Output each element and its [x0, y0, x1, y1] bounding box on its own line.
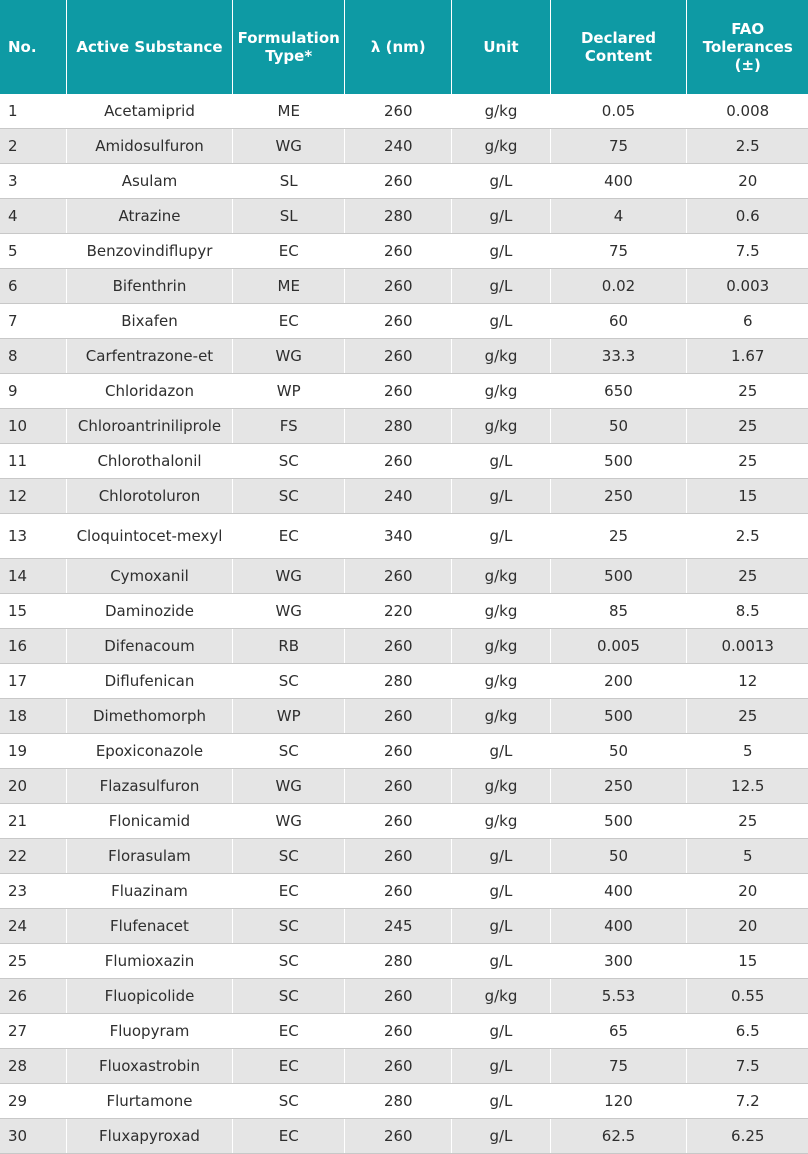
cell-fao-tolerance: 20: [687, 874, 808, 909]
cell-formulation-type: WG: [233, 804, 345, 839]
cell-wavelength: 260: [345, 304, 452, 339]
table-row: [0, 164, 808, 199]
table-row: [0, 664, 808, 699]
cell-wavelength: 280: [345, 944, 452, 979]
cell-formulation-type: SC: [233, 479, 345, 514]
cell-formulation-type: WP: [233, 374, 345, 409]
cell-no: 13: [0, 514, 66, 559]
table-row: [0, 1084, 808, 1119]
cell-fao-tolerance: 6: [687, 304, 808, 339]
table-row: [0, 269, 808, 304]
table-row: [0, 304, 808, 339]
cell-fao-tolerance: 20: [687, 909, 808, 944]
cell-no: 7: [0, 304, 66, 339]
cell-wavelength: 260: [345, 629, 452, 664]
cell-wavelength: 260: [345, 699, 452, 734]
table-row: [0, 559, 808, 594]
cell-active-substance: Amidosulfuron: [66, 129, 233, 164]
cell-unit: g/kg: [452, 629, 550, 664]
cell-unit: g/L: [452, 944, 550, 979]
cell-no: 28: [0, 1049, 66, 1084]
cell-no: 30: [0, 1119, 66, 1154]
cell-declared-content: 62.5: [550, 1119, 687, 1154]
cell-formulation-type: EC: [233, 234, 345, 269]
table-row: [0, 409, 808, 444]
cell-fao-tolerance: 12.5: [687, 769, 808, 804]
cell-unit: g/kg: [452, 339, 550, 374]
cell-formulation-type: WG: [233, 129, 345, 164]
cell-no: 16: [0, 629, 66, 664]
table-row: [0, 374, 808, 409]
cell-declared-content: 400: [550, 164, 687, 199]
header-row: [0, 0, 808, 94]
cell-wavelength: 260: [345, 444, 452, 479]
table-row: [0, 944, 808, 979]
cell-no: 21: [0, 804, 66, 839]
table-row: [0, 594, 808, 629]
cell-active-substance: Carfentrazone-et: [66, 339, 233, 374]
cell-declared-content: 400: [550, 909, 687, 944]
cell-no: 3: [0, 164, 66, 199]
cell-wavelength: 260: [345, 804, 452, 839]
cell-unit: g/L: [452, 199, 550, 234]
cell-active-substance: Difenacoum: [66, 629, 233, 664]
cell-formulation-type: SC: [233, 944, 345, 979]
cell-wavelength: 260: [345, 234, 452, 269]
cell-no: 25: [0, 944, 66, 979]
cell-unit: g/L: [452, 874, 550, 909]
cell-declared-content: 300: [550, 944, 687, 979]
cell-formulation-type: SC: [233, 909, 345, 944]
cell-active-substance: Chlorotoluron: [66, 479, 233, 514]
table-row: [0, 479, 808, 514]
cell-wavelength: 260: [345, 1014, 452, 1049]
cell-fao-tolerance: 25: [687, 444, 808, 479]
cell-declared-content: 0.005: [550, 629, 687, 664]
cell-formulation-type: RB: [233, 629, 345, 664]
cell-no: 9: [0, 374, 66, 409]
cell-no: 6: [0, 269, 66, 304]
cell-declared-content: 0.05: [550, 94, 687, 129]
header-declared-content: Declared Content: [550, 0, 687, 94]
table-row: [0, 234, 808, 269]
cell-active-substance: Flurtamone: [66, 1084, 233, 1119]
table-row: [0, 734, 808, 769]
cell-formulation-type: EC: [233, 1049, 345, 1084]
cell-unit: g/kg: [452, 409, 550, 444]
cell-fao-tolerance: 0.003: [687, 269, 808, 304]
cell-fao-tolerance: 7.2: [687, 1084, 808, 1119]
cell-fao-tolerance: 1.67: [687, 339, 808, 374]
cell-unit: g/kg: [452, 769, 550, 804]
cell-unit: g/L: [452, 1084, 550, 1119]
cell-active-substance: Fluopyram: [66, 1014, 233, 1049]
table-row: [0, 874, 808, 909]
cell-no: 20: [0, 769, 66, 804]
cell-active-substance: Fluazinam: [66, 874, 233, 909]
cell-formulation-type: EC: [233, 304, 345, 339]
header-unit: Unit: [452, 0, 550, 94]
table-row: [0, 804, 808, 839]
table-row: [0, 699, 808, 734]
cell-active-substance: Flazasulfuron: [66, 769, 233, 804]
cell-declared-content: 25: [550, 514, 687, 559]
cell-wavelength: 280: [345, 664, 452, 699]
cell-no: 11: [0, 444, 66, 479]
table-row: [0, 629, 808, 664]
cell-declared-content: 0.02: [550, 269, 687, 304]
cell-formulation-type: SC: [233, 444, 345, 479]
cell-unit: g/kg: [452, 664, 550, 699]
cell-wavelength: 280: [345, 199, 452, 234]
cell-active-substance: Epoxiconazole: [66, 734, 233, 769]
table-row: [0, 339, 808, 374]
cell-unit: g/kg: [452, 129, 550, 164]
cell-no: 14: [0, 559, 66, 594]
cell-declared-content: 500: [550, 804, 687, 839]
cell-active-substance: Flufenacet: [66, 909, 233, 944]
cell-fao-tolerance: 0.6: [687, 199, 808, 234]
cell-declared-content: 200: [550, 664, 687, 699]
cell-formulation-type: SL: [233, 199, 345, 234]
cell-fao-tolerance: 0.008: [687, 94, 808, 129]
cell-active-substance: Chloroantriniliprole: [66, 409, 233, 444]
cell-declared-content: 400: [550, 874, 687, 909]
table-row: [0, 1049, 808, 1084]
cell-wavelength: 260: [345, 1049, 452, 1084]
cell-formulation-type: WG: [233, 594, 345, 629]
header-fao-tolerances: FAO Tolerances (±): [687, 0, 808, 94]
cell-fao-tolerance: 25: [687, 374, 808, 409]
cell-unit: g/L: [452, 269, 550, 304]
cell-active-substance: Chloridazon: [66, 374, 233, 409]
cell-formulation-type: WP: [233, 699, 345, 734]
cell-unit: g/kg: [452, 804, 550, 839]
cell-unit: g/L: [452, 234, 550, 269]
cell-no: 8: [0, 339, 66, 374]
cell-declared-content: 33.3: [550, 339, 687, 374]
cell-fao-tolerance: 8.5: [687, 594, 808, 629]
cell-wavelength: 260: [345, 94, 452, 129]
cell-fao-tolerance: 7.5: [687, 1049, 808, 1084]
cell-no: 27: [0, 1014, 66, 1049]
cell-active-substance: Flonicamid: [66, 804, 233, 839]
table-header: [0, 0, 808, 94]
cell-declared-content: 4: [550, 199, 687, 234]
cell-wavelength: 260: [345, 769, 452, 804]
cell-formulation-type: EC: [233, 514, 345, 559]
cell-no: 12: [0, 479, 66, 514]
cell-no: 4: [0, 199, 66, 234]
cell-wavelength: 240: [345, 479, 452, 514]
cell-fao-tolerance: 15: [687, 479, 808, 514]
cell-fao-tolerance: 25: [687, 409, 808, 444]
cell-wavelength: 280: [345, 1084, 452, 1119]
cell-formulation-type: SC: [233, 664, 345, 699]
cell-fao-tolerance: 2.5: [687, 514, 808, 559]
cell-wavelength: 260: [345, 1119, 452, 1154]
cell-fao-tolerance: 7.5: [687, 234, 808, 269]
cell-unit: g/kg: [452, 979, 550, 1014]
cell-active-substance: Cloquintocet-mexyl: [66, 514, 233, 559]
cell-formulation-type: SC: [233, 1084, 345, 1119]
cell-active-substance: Atrazine: [66, 199, 233, 234]
cell-formulation-type: EC: [233, 1119, 345, 1154]
cell-fao-tolerance: 25: [687, 804, 808, 839]
cell-unit: g/L: [452, 1014, 550, 1049]
cell-wavelength: 260: [345, 559, 452, 594]
table-row: [0, 1119, 808, 1154]
cell-wavelength: 260: [345, 269, 452, 304]
cell-fao-tolerance: 0.55: [687, 979, 808, 1014]
cell-fao-tolerance: 5: [687, 734, 808, 769]
cell-active-substance: Fluoxastrobin: [66, 1049, 233, 1084]
table-row: [0, 839, 808, 874]
cell-unit: g/L: [452, 479, 550, 514]
cell-declared-content: 650: [550, 374, 687, 409]
cell-declared-content: 250: [550, 769, 687, 804]
cell-no: 18: [0, 699, 66, 734]
cell-wavelength: 260: [345, 874, 452, 909]
cell-declared-content: 50: [550, 409, 687, 444]
cell-wavelength: 260: [345, 374, 452, 409]
cell-no: 19: [0, 734, 66, 769]
table-body: [0, 94, 808, 1154]
cell-unit: g/kg: [452, 94, 550, 129]
header-no: No.: [0, 0, 66, 94]
cell-formulation-type: ME: [233, 269, 345, 304]
header-formulation-type: Formulation Type*: [233, 0, 345, 94]
cell-active-substance: Fluopicolide: [66, 979, 233, 1014]
cell-wavelength: 260: [345, 839, 452, 874]
cell-declared-content: 85: [550, 594, 687, 629]
cell-declared-content: 75: [550, 129, 687, 164]
cell-no: 5: [0, 234, 66, 269]
cell-declared-content: 50: [550, 734, 687, 769]
cell-unit: g/L: [452, 734, 550, 769]
cell-active-substance: Cymoxanil: [66, 559, 233, 594]
cell-fao-tolerance: 6.25: [687, 1119, 808, 1154]
cell-active-substance: Flumioxazin: [66, 944, 233, 979]
cell-formulation-type: SL: [233, 164, 345, 199]
cell-unit: g/L: [452, 909, 550, 944]
cell-declared-content: 60: [550, 304, 687, 339]
cell-wavelength: 280: [345, 409, 452, 444]
table-row: [0, 769, 808, 804]
cell-no: 1: [0, 94, 66, 129]
table-row: [0, 514, 808, 559]
cell-wavelength: 240: [345, 129, 452, 164]
cell-formulation-type: SC: [233, 839, 345, 874]
table-row: [0, 909, 808, 944]
cell-active-substance: Benzovindiflupyr: [66, 234, 233, 269]
cell-active-substance: Dimethomorph: [66, 699, 233, 734]
cell-fao-tolerance: 0.0013: [687, 629, 808, 664]
cell-fao-tolerance: 20: [687, 164, 808, 199]
cell-active-substance: Diflufenican: [66, 664, 233, 699]
cell-declared-content: 5.53: [550, 979, 687, 1014]
cell-formulation-type: SC: [233, 979, 345, 1014]
cell-declared-content: 500: [550, 559, 687, 594]
cell-declared-content: 500: [550, 699, 687, 734]
table-row: [0, 129, 808, 164]
cell-active-substance: Daminozide: [66, 594, 233, 629]
table-row: [0, 979, 808, 1014]
cell-active-substance: Bifenthrin: [66, 269, 233, 304]
table-row: [0, 444, 808, 479]
cell-formulation-type: FS: [233, 409, 345, 444]
cell-no: 29: [0, 1084, 66, 1119]
cell-unit: g/kg: [452, 699, 550, 734]
cell-no: 26: [0, 979, 66, 1014]
cell-wavelength: 220: [345, 594, 452, 629]
cell-formulation-type: SC: [233, 734, 345, 769]
cell-fao-tolerance: 5: [687, 839, 808, 874]
cell-fao-tolerance: 6.5: [687, 1014, 808, 1049]
cell-no: 24: [0, 909, 66, 944]
cell-declared-content: 50: [550, 839, 687, 874]
cell-formulation-type: ME: [233, 94, 345, 129]
cell-formulation-type: WG: [233, 769, 345, 804]
cell-active-substance: Acetamiprid: [66, 94, 233, 129]
cell-unit: g/kg: [452, 594, 550, 629]
table-row: [0, 94, 808, 129]
cell-no: 2: [0, 129, 66, 164]
cell-active-substance: Fluxapyroxad: [66, 1119, 233, 1154]
cell-formulation-type: EC: [233, 1014, 345, 1049]
cell-no: 17: [0, 664, 66, 699]
table-row: [0, 1014, 808, 1049]
cell-wavelength: 260: [345, 734, 452, 769]
cell-declared-content: 75: [550, 234, 687, 269]
cell-formulation-type: WG: [233, 559, 345, 594]
header-wavelength: λ (nm): [345, 0, 452, 94]
cell-no: 22: [0, 839, 66, 874]
cell-active-substance: Florasulam: [66, 839, 233, 874]
cell-unit: g/L: [452, 839, 550, 874]
cell-unit: g/L: [452, 444, 550, 479]
cell-active-substance: Asulam: [66, 164, 233, 199]
cell-declared-content: 500: [550, 444, 687, 479]
cell-wavelength: 260: [345, 979, 452, 1014]
cell-unit: g/L: [452, 1119, 550, 1154]
cell-fao-tolerance: 25: [687, 559, 808, 594]
cell-unit: g/L: [452, 164, 550, 199]
cell-unit: g/L: [452, 1049, 550, 1084]
cell-no: 15: [0, 594, 66, 629]
cell-no: 23: [0, 874, 66, 909]
cell-fao-tolerance: 12: [687, 664, 808, 699]
header-active-substance: Active Substance: [66, 0, 233, 94]
cell-formulation-type: EC: [233, 874, 345, 909]
cell-unit: g/kg: [452, 374, 550, 409]
cell-active-substance: Bixafen: [66, 304, 233, 339]
cell-unit: g/kg: [452, 559, 550, 594]
cell-unit: g/L: [452, 514, 550, 559]
cell-active-substance: Chlorothalonil: [66, 444, 233, 479]
cell-fao-tolerance: 25: [687, 699, 808, 734]
table-row: [0, 199, 808, 234]
cell-fao-tolerance: 2.5: [687, 129, 808, 164]
cell-wavelength: 260: [345, 339, 452, 374]
cell-declared-content: 65: [550, 1014, 687, 1049]
cell-wavelength: 340: [345, 514, 452, 559]
cell-declared-content: 250: [550, 479, 687, 514]
cell-formulation-type: WG: [233, 339, 345, 374]
cell-wavelength: 260: [345, 164, 452, 199]
cell-wavelength: 245: [345, 909, 452, 944]
cell-no: 10: [0, 409, 66, 444]
cell-unit: g/L: [452, 304, 550, 339]
cell-declared-content: 75: [550, 1049, 687, 1084]
cell-declared-content: 120: [550, 1084, 687, 1119]
cell-fao-tolerance: 15: [687, 944, 808, 979]
